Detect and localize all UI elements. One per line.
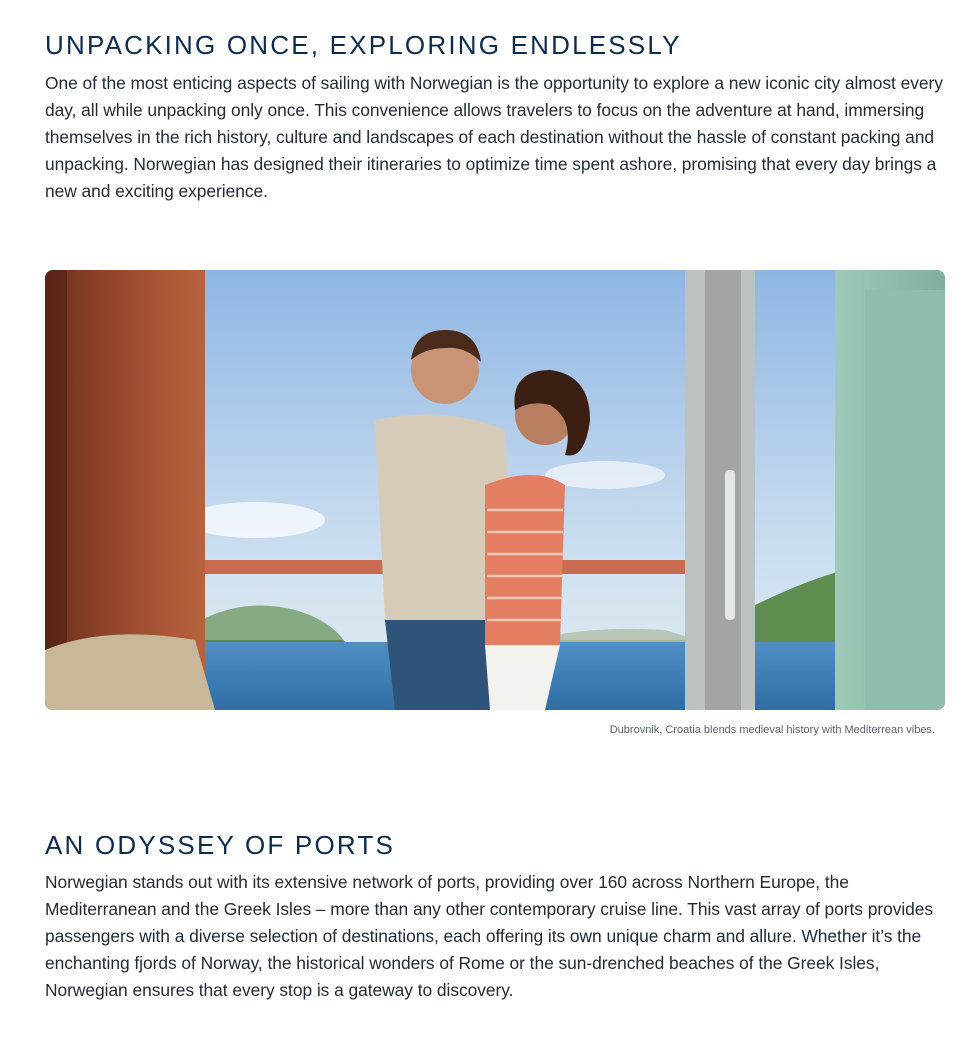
section-heading: UNPACKING ONCE, EXPLORING ENDLESSLY: [45, 30, 682, 60]
couple-balcony-photo: [45, 270, 945, 710]
section-paragraph: One of the most enticing aspects of sailing with Norwegian is the opportunity to explore a new iconic city almost every day, all while unpacking only once. This convenience allows travelers to focus on the adventure at hand, immersing themselves in the rich history, culture and landscapes of each destination without the hassle of constant packing and unpacking. Norwegian has designed their itineraries to optimize time spent ashore, promising that every day brings a new and exciting experience.: [45, 73, 943, 201]
photo-caption: Dubrovnik, Croatia blends medieval history with Mediterrean vibes.: [609, 724, 935, 736]
article-section-unpacking: [45, 30, 945, 205]
section-heading: AN ODYSSEY OF PORTS: [45, 830, 396, 860]
section-paragraph: Norwegian stands out with its extensive network of ports, providing over 160 across Northern Europe, the Mediterranean and the Greek Isles – more than any other contemporary cruise line. This vast array of ports provides passengers with a diverse selection of destinations, each offering its own unique charm and allure. Whether it’s the enchanting fjords of Norway, the historical wonders of Rome or the sun-drenched beaches of the Greek Isles, Norwegian ensures that every stop is a gateway to discovery.: [45, 872, 934, 1000]
article-section-odyssey: [45, 830, 945, 1004]
